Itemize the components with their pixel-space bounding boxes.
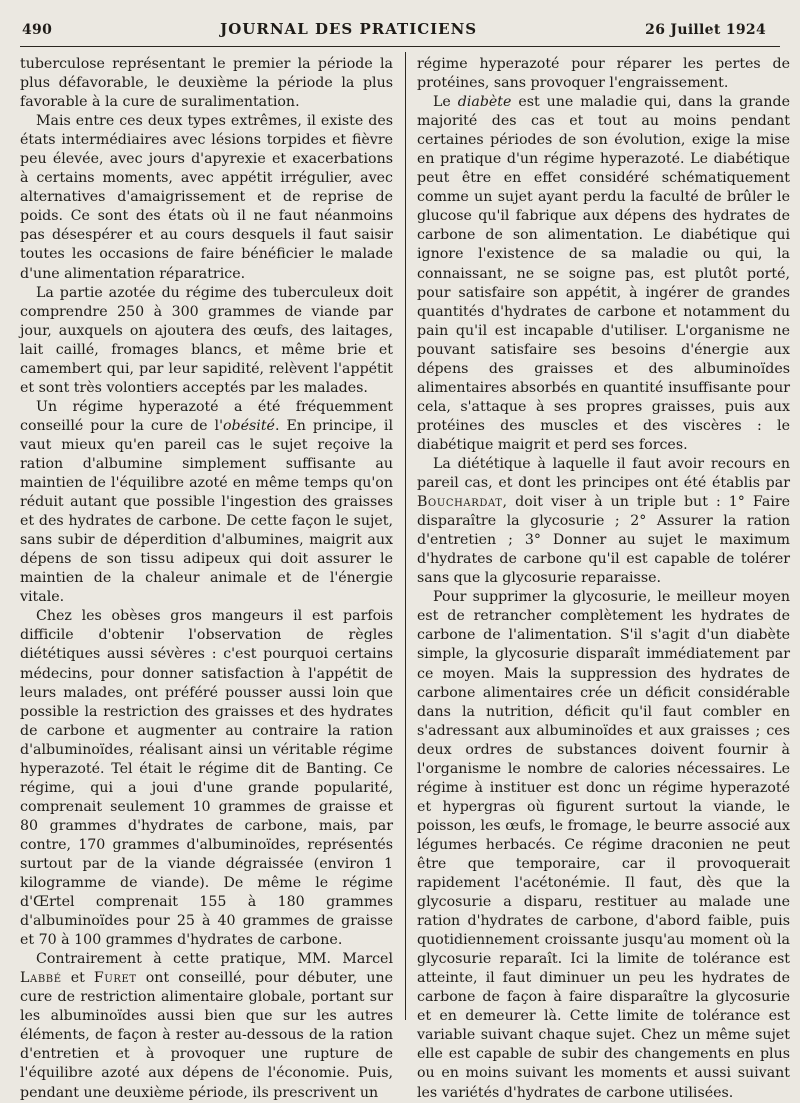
paragraph xyxy=(20,950,393,1102)
page-number: 490 xyxy=(22,22,53,38)
header-rule xyxy=(20,46,780,47)
right-column xyxy=(417,55,790,1103)
paragraph: Mais entre ces deux types extrêmes, il existe des états intermédiaires avec lésions torpides et fièvre peu élevée, avec jours d'apyrexie et exacerbations à certains moments, avec appétit irrégulier, avec alternatives d'amaigrissement et de reprise de poids. Ce sont des états où il ne faut néanmoins pas désespérer et au cours desquels il faut saisir toutes les occasions de faire bénéficier le malade d'une alimentation réparatrice. xyxy=(20,113,393,282)
text-run: . En principe, il vaut mieux qu'en pareil cas le sujet reçoive la ration d'albumine simplement suffisante au maintien de l'équilibre azoté en même temps qu'on réduit autant que possible l'ingestion des graisses et des hydrates de carbone. De cette façon le sujet, sans subir de déperdition d'albumines, maigrit aux dépens de son tissu adipeux qui doit assurer le maintien de la chaleur animale et de l'énergie vitale. xyxy=(20,417,394,606)
emphasis-diabete: diabète xyxy=(457,94,512,111)
paragraph xyxy=(20,398,393,608)
paragraph: régime hyperazoté pour réparer les pertes de protéines, sans provoquer l'engraissement. xyxy=(417,56,790,92)
text-run: Un régime hyperazoté a été fréquemment conseillé pour la cure de l' xyxy=(20,398,393,434)
text-run: , doit viser à un triple but : 1° Faire disparaître la glycosurie ; 2° Assurer la ration d'entretien ; 3° Donner au sujet le maximum d'hydrates de carbone qu'il est capable de tolérer sans que la glycosurie reparaisse. xyxy=(417,494,790,587)
page-header xyxy=(22,20,766,44)
paragraph: tuberculose représentant le premier la période la plus défavorable, le deuxième la période la plus favorable à la cure de suralimentation. xyxy=(20,56,393,111)
text-run: La diététique à laquelle il faut avoir recours en pareil cas, et dont les principes ont été établis par xyxy=(417,455,790,492)
text-run: Contrairement à cette pratique, MM. Marcel xyxy=(36,951,393,968)
journal-title: JOURNAL DES PRATICIENS xyxy=(220,20,478,38)
paragraph xyxy=(417,93,790,455)
text-run: ont conseillé, pour débuter, une cure de restriction alimentaire globale, portant sur les albuminoïdes aussi bien que sur les autres éléments, de façon à rester au-dessous de la ration d'entretien et à provoquer une rupture de l'équilibre azoté aux dépens de l'économie. Puis, pendant une deuxième période, ils prescrivent un xyxy=(20,970,393,1101)
text-run: et xyxy=(61,970,94,987)
paragraph xyxy=(417,455,790,588)
paragraph: Chez les obèses gros mangeurs il est parfois difficile d'obtenir l'observation de règles diététiques aussi sévères : c'est pourquoi certains médecins, pour donner satisfaction à l'appétit de leurs malades, ont préféré pousser aussi loin que possible la restriction des graisses et des hydrates de carbone et augmenter au contraire la ration d'albuminoïdes, réalisant ainsi un véritable régime hyperazoté. Tel était le régime dit de Banting. Ce régime, qui a joui d'une grande popularité, comprenait seulement 10 grammes de graisse et 80 grammes d'hydrates de carbone, mais, par contre, 170 grammes d'albuminoïdes, représentés surtout par de la viande dégraissée (environ 1 kilogramme de viande). De même le régime d'Œrtel comprenait 155 à 180 grammes d'albuminoïdes pour 25 à 40 grammes de graisse et 70 à 100 grammes d'hydrates de carbone. xyxy=(20,608,393,949)
author-name-bouchardat: Bouchardat xyxy=(417,494,503,511)
text-run: Le xyxy=(433,94,458,111)
paragraph: La partie azotée du régime des tuberculeux doit comprendre 250 à 300 grammes de viande par jour, auxquels on ajoutera des œufs, des laitages, lait caillé, fromages blancs, et même brie et camembert qui, par leur sapidité, relèvent l'appétit et sont très volontiers acceptés par les malades. xyxy=(20,284,393,396)
column-divider xyxy=(405,52,406,1020)
left-column xyxy=(20,55,393,1103)
author-name-furet: Furet xyxy=(93,970,137,987)
emphasis-obesite: obésité xyxy=(223,417,275,434)
text-run: est une maladie qui, dans la grande majorité des cas et tout au moins pendant certaines périodes de son évolution, exige la mise en pratique d'un régime hyperazoté. Le diabétique peut être en effet considéré schématiquement comme un sujet ayant perdu la faculté de brûler le glucose qu'il fabrique aux dépens des hydrates de carbone de son alimentation. Le diabétique qui ignore l'existence de sa maladie ou qui, la connaissant, ne se soigne pas, est plutôt porté, pour satisfaire son appétit, à ingérer de grandes quantités d'hydrates de carbone et notamment du pain qu'il est incapable d'utiliser. L'organisme ne pouvant satisfaire ses besoins d'énergie aux dépens des graisses et des albuminoïdes alimentaires absorbés en quantité insuffisante pour cela, s'attaque à ses propres graisses, puis aux protéines des muscles et des viscères : le diabétique maigrit et perd ses forces. xyxy=(417,94,791,453)
paragraph: Pour supprimer la glycosurie, le meilleur moyen est de retrancher complètement les hydrates de carbone de l'alimentation. S'il s'agit d'un diabète simple, la glycosurie disparaît immédiatement par ce moyen. Mais la suppression des hydrates de carbone alimentaires crée un déficit considérable dans la nutrition, déficit qu'il faut combler en s'adressant aux albuminoïdes et aux graisses ; ces deux ordres de substances doivent fournir à l'organisme le nombre de calories nécessaires. Le régime à instituer est donc un régime hyperazoté et hypergras où figurent surtout la viande, le poisson, les œufs, le fromage, le beurre associé aux légumes herbacés. Ce régime draconien ne peut être que temporaire, car il provoquerait rapidement l'acétonémie. Il faut, dès que la glycosurie a disparu, restituer au malade une ration d'hydrates de carbone, d'abord faible, puis quotidiennement croissante jusqu'au moment où la glycosurie reparaît. Ici la limite de tolérance est atteinte, il faut diminuer un peu les hydrates de carbone de façon à faire disparaître la glycosurie et en demeurer là. Cette limite de tolérance est variable suivant chaque sujet. Chez un même sujet elle est capable de subir des changements en plus ou en moins suivant les moments et aussi suivant les variétés d'hydrates de carbone utilisées. xyxy=(417,589,790,1101)
issue-date: 26 Juillet 1924 xyxy=(645,22,766,38)
author-name-labbe: Labbé xyxy=(20,970,62,987)
